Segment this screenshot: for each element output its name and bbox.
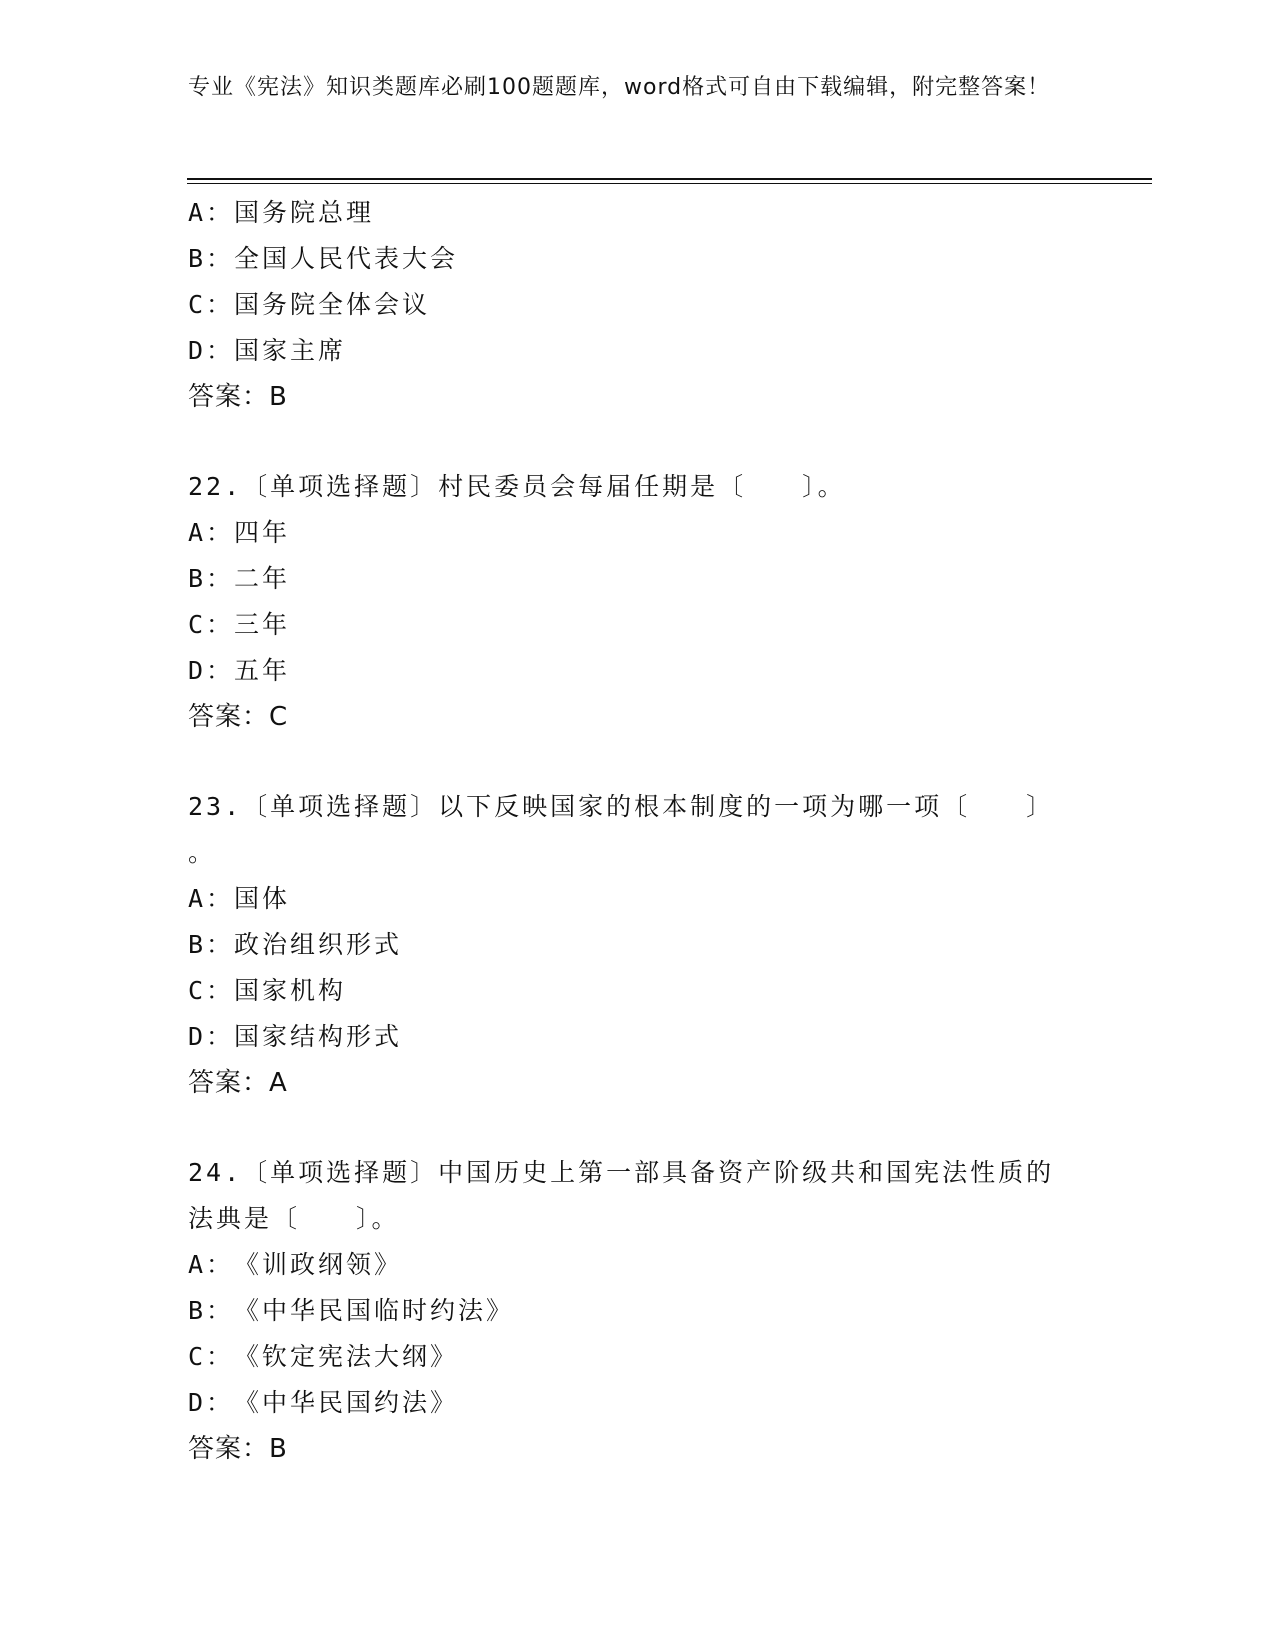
option-text: 四年 bbox=[234, 518, 291, 547]
option-label: D： bbox=[188, 1022, 235, 1051]
option-a bbox=[188, 876, 1088, 922]
question-block bbox=[188, 464, 1088, 740]
option-c bbox=[188, 1334, 1088, 1380]
option-d bbox=[188, 1380, 1088, 1426]
option-label: B： bbox=[188, 244, 235, 273]
option-text: 二年 bbox=[234, 564, 291, 593]
option-label: C： bbox=[188, 976, 235, 1005]
question-block bbox=[188, 784, 1088, 1106]
answer-line: 答案：C bbox=[188, 702, 289, 732]
answer-line: 答案：B bbox=[188, 1434, 288, 1464]
answer-line: 答案：B bbox=[188, 382, 288, 412]
option-label: D： bbox=[188, 1388, 235, 1417]
option-text: 国家结构形式 bbox=[234, 1022, 403, 1051]
question-block bbox=[188, 190, 1088, 420]
option-label: C： bbox=[188, 610, 235, 639]
option-label: A： bbox=[188, 518, 235, 547]
option-text: 国体 bbox=[234, 884, 291, 913]
option-b bbox=[188, 556, 1088, 602]
option-text: 国家主席 bbox=[234, 336, 347, 365]
option-b bbox=[188, 236, 1088, 282]
option-label: C： bbox=[188, 290, 235, 319]
option-text: 《钦定宪法大纲》 bbox=[234, 1342, 459, 1371]
option-label: A： bbox=[188, 884, 235, 913]
answer-line: 答案：A bbox=[188, 1068, 288, 1098]
header-rule-thick bbox=[187, 178, 1152, 180]
option-a bbox=[188, 190, 1088, 236]
option-label: B： bbox=[188, 930, 235, 959]
option-label: B： bbox=[188, 564, 235, 593]
option-d bbox=[188, 1014, 1088, 1060]
option-text: 五年 bbox=[234, 656, 291, 685]
question-block bbox=[188, 1150, 1088, 1472]
option-label: D： bbox=[188, 656, 235, 685]
option-d bbox=[188, 648, 1088, 694]
header-rule-thin bbox=[187, 183, 1152, 184]
option-text: 政治组织形式 bbox=[234, 930, 403, 959]
option-c bbox=[188, 968, 1088, 1014]
option-text: 全国人民代表大会 bbox=[234, 244, 459, 273]
option-label: C： bbox=[188, 1342, 235, 1371]
question-text-continued: 法典是〔 〕。 bbox=[188, 1204, 400, 1233]
option-d bbox=[188, 328, 1088, 374]
option-a bbox=[188, 1242, 1088, 1288]
option-label: A： bbox=[188, 1250, 235, 1279]
option-c bbox=[188, 282, 1088, 328]
option-label: B： bbox=[188, 1296, 235, 1325]
option-text: 《中华民国约法》 bbox=[234, 1388, 459, 1417]
option-b bbox=[188, 922, 1088, 968]
document-header: 专业《宪法》知识类题库必刷100题题库，word格式可自由下载编辑，附完整答案！ bbox=[188, 75, 1051, 100]
option-b bbox=[188, 1288, 1088, 1334]
option-c bbox=[188, 602, 1088, 648]
question-text: 24.〔单项选择题〕中国历史上第一部具备资产阶级共和国宪法性质的 bbox=[188, 1158, 1055, 1187]
question-list bbox=[188, 190, 1088, 1472]
option-text: 国家机构 bbox=[234, 976, 347, 1005]
option-text: 《训政纲领》 bbox=[234, 1250, 403, 1279]
option-a bbox=[188, 510, 1088, 556]
question-text: 22.〔单项选择题〕村民委员会每届任期是〔 〕。 bbox=[188, 472, 846, 501]
question-text: 23.〔单项选择题〕以下反映国家的根本制度的一项为哪一项〔 〕 bbox=[188, 792, 1055, 821]
option-text: 三年 bbox=[234, 610, 291, 639]
option-label: D： bbox=[188, 336, 235, 365]
option-text: 国务院全体会议 bbox=[234, 290, 431, 319]
question-text-continued: 。 bbox=[188, 838, 217, 867]
option-text: 《中华民国临时约法》 bbox=[234, 1296, 515, 1325]
option-label: A： bbox=[188, 198, 235, 227]
option-text: 国务院总理 bbox=[234, 198, 375, 227]
